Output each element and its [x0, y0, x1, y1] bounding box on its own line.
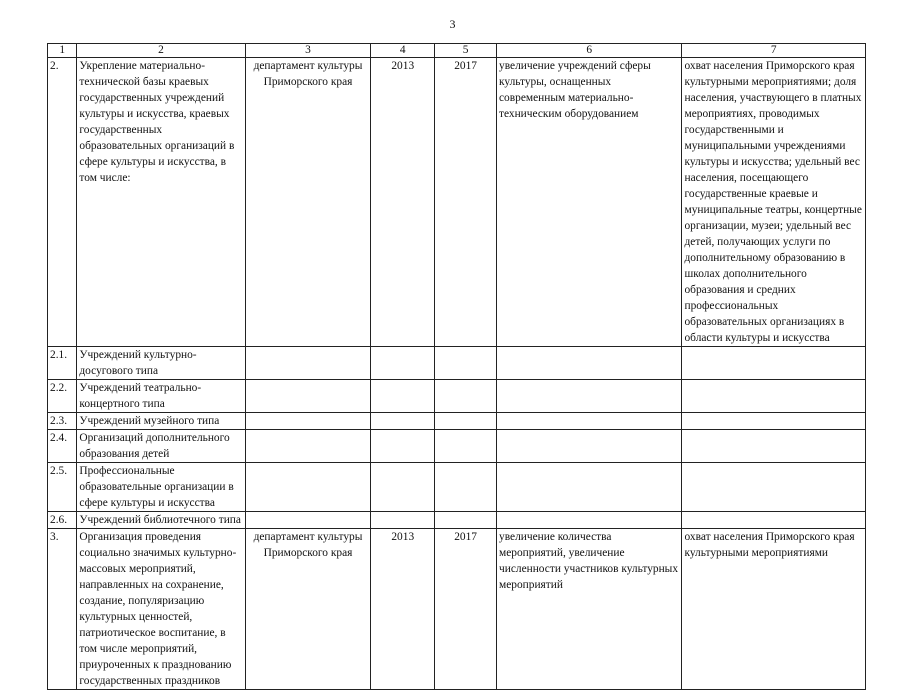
activity-name: Укрепление материально-технической базы краевых государственных учреждений культуры и искусства, краевых государственных образовательных организаций в сфере культуры и искусства, в том числе:: [77, 58, 245, 347]
start-year-continued: [371, 380, 435, 413]
header-cell-5: 5: [435, 44, 497, 58]
indicator-continued: [682, 430, 866, 463]
end-year: 2017: [435, 529, 497, 690]
header-cell-2: 2: [77, 44, 245, 58]
expected-result-continued: [497, 430, 682, 463]
end-year-continued: [435, 430, 497, 463]
row-number: 2.4.: [48, 430, 77, 463]
header-row: [48, 44, 866, 58]
end-year-continued: [435, 380, 497, 413]
expected-result-continued: [497, 463, 682, 512]
executor: департамент культуры Приморского края: [245, 529, 371, 690]
executor-continued: [245, 430, 371, 463]
table-row-2-5: [48, 463, 866, 512]
executor-continued: [245, 463, 371, 512]
header-cell-3: 3: [245, 44, 371, 58]
indicator: охват населения Приморского края культурными мероприятиями; доля населения, участвующего в платных мероприятиях, проводимых государственными и муниципальными учреждениями культуры и искусства; удельный вес населения, посещающего государственные краевые и муниципальные театры, концертные организации, музеи; удельный вес детей, получающих услуги по дополнительному образованию в школах дополнительного образования и средних профессиональных образовательных организациях в области культуры и искусства: [682, 58, 866, 347]
indicator-continued: [682, 512, 866, 529]
expected-result-continued: [497, 413, 682, 430]
start-year-continued: [371, 463, 435, 512]
indicator-continued: [682, 380, 866, 413]
activity-name: Учреждений библиотечного типа: [77, 512, 245, 529]
expected-result-continued: [497, 380, 682, 413]
activity-name: Организаций дополнительного образования детей: [77, 430, 245, 463]
row-number: 2.3.: [48, 413, 77, 430]
executor: департамент культуры Приморского края: [245, 58, 371, 347]
executor-continued: [245, 347, 371, 380]
header-cell-7: 7: [682, 44, 866, 58]
start-year: 2013: [371, 529, 435, 690]
table-row-2-3: [48, 413, 866, 430]
indicator: охват населения Приморского края культурными мероприятиями: [682, 529, 866, 690]
indicator-continued: [682, 413, 866, 430]
end-year-continued: [435, 413, 497, 430]
start-year-continued: [371, 413, 435, 430]
header-cell-1: 1: [48, 44, 77, 58]
activity-name: Профессиональные образовательные организации в сфере культуры и искусства: [77, 463, 245, 512]
table-row-2-4: [48, 430, 866, 463]
start-year-continued: [371, 430, 435, 463]
end-year: 2017: [435, 58, 497, 347]
activity-name: Учреждений музейного типа: [77, 413, 245, 430]
executor-continued: [245, 413, 371, 430]
indicator-continued: [682, 463, 866, 512]
page-number: 3: [449, 17, 456, 31]
table-row-2-6: [48, 512, 866, 529]
table-row-2: [48, 58, 866, 347]
row-number: 2.2.: [48, 380, 77, 413]
executor-continued: [245, 512, 371, 529]
expected-result-continued: [497, 347, 682, 380]
expected-result-continued: [497, 512, 682, 529]
expected-result: увеличение учреждений сферы культуры, оснащенных современным материально-техническим оборудованием: [497, 58, 682, 347]
row-number: 2.6.: [48, 512, 77, 529]
end-year-continued: [435, 347, 497, 380]
table-row-3: [48, 529, 866, 690]
table-row-2-1: [48, 347, 866, 380]
row-number: 2.1.: [48, 347, 77, 380]
table-row-2-2: [48, 380, 866, 413]
row-number: 3.: [48, 529, 77, 690]
start-year-continued: [371, 347, 435, 380]
end-year-continued: [435, 463, 497, 512]
program-table: [47, 43, 866, 690]
end-year-continued: [435, 512, 497, 529]
start-year: 2013: [371, 58, 435, 347]
header-cell-4: 4: [371, 44, 435, 58]
row-number: 2.: [48, 58, 77, 347]
row-number: 2.5.: [48, 463, 77, 512]
indicator-continued: [682, 347, 866, 380]
activity-name: Учреждений театрально-концертного типа: [77, 380, 245, 413]
executor-continued: [245, 380, 371, 413]
header-cell-6: 6: [497, 44, 682, 58]
start-year-continued: [371, 512, 435, 529]
activity-name: Организация проведения социально значимых культурно-массовых мероприятий, направленных на сохранение, создание, популяризацию культурных ценностей, патриотическое воспитание, в том числе мероприятий, приуроченных к празднованию государственных праздников: [77, 529, 245, 690]
activity-name: Учреждений культурно-досугового типа: [77, 347, 245, 380]
expected-result: увеличение количества мероприятий, увеличение численности участников культурных мероприятий: [497, 529, 682, 690]
